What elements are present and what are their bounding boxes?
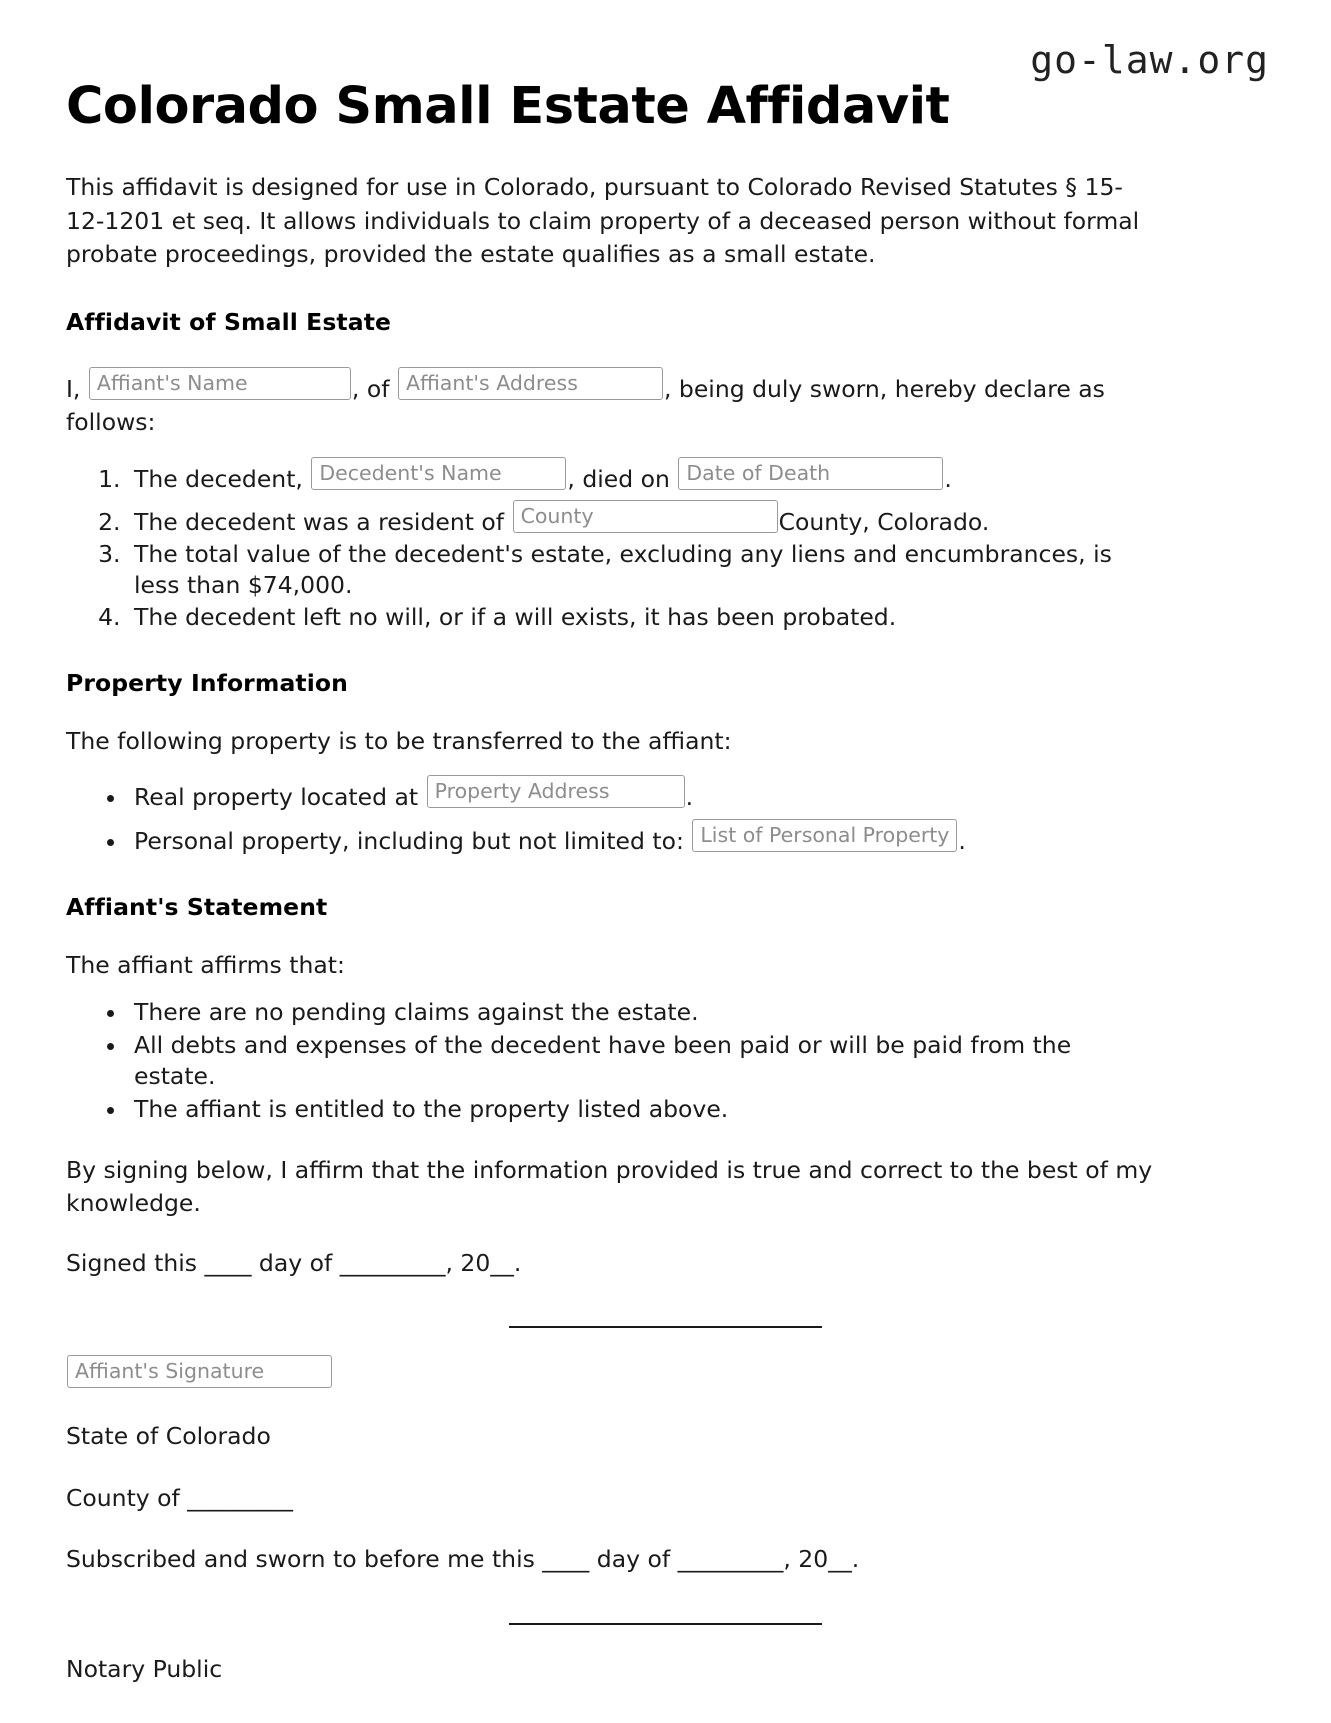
affiant-signature-field-wrap: [66, 1355, 1265, 1392]
list-item: 4. The decedent left no will, or if a will exists, it has been probated.: [128, 602, 1154, 633]
list-item: • The affiant is entitled to the property listed above.: [128, 1094, 1154, 1125]
list-item: 3. The total value of the decedent's estate, excluding any liens and encumbrances, is less than $74,000.: [128, 539, 1154, 600]
item1-suffix-text: .: [944, 465, 952, 494]
item1-mid-text: , died on: [567, 465, 670, 494]
affidavit-lead-paragraph: [66, 364, 1176, 440]
site-watermark: go-law.org: [1030, 38, 1269, 82]
list-item: • There are no pending claims against the estate.: [128, 997, 1154, 1028]
personal-property-input[interactable]: List of Personal Property: [692, 819, 957, 852]
subscribed-sworn-line: Subscribed and sworn to before me this ____ day of _________, 20__.: [66, 1545, 860, 1574]
section-heading-statement: Affiant's Statement: [66, 892, 328, 921]
lead-prefix-text: I,: [66, 374, 81, 403]
notary-signature-rule: [509, 1623, 822, 1625]
county-input[interactable]: County: [513, 500, 778, 533]
item2-suffix-text: County, Colorado.: [778, 507, 990, 536]
affidavit-declaration-list: [66, 454, 1265, 633]
list-item: [128, 497, 1154, 538]
bullet2-prefix-text: Personal property, including but not limited to:: [134, 826, 684, 855]
item1-prefix-text: The decedent,: [134, 465, 303, 494]
bullet1-prefix-text: Real property located at: [134, 783, 419, 812]
statement-intro-text: The affiant affirms that:: [66, 950, 345, 979]
property-intro-text: The following property is to be transferred to the affiant:: [66, 726, 732, 755]
affiant-name-input[interactable]: Affiant's Name: [89, 367, 351, 400]
bullet2-suffix-text: .: [958, 826, 966, 855]
list-item: [128, 772, 1154, 813]
intro-paragraph: This affidavit is designed for use in Colorado, pursuant to Colorado Revised Statutes § 15-12-1201 et seq. It allows individuals to claim property of a deceased person without formal probate proceedings, provided the estate qualifies as a small estate.: [66, 173, 1140, 269]
statement-bullet-list: [66, 997, 1265, 1126]
page-title: Colorado Small Estate Affidavit: [66, 77, 950, 136]
date-of-death-input[interactable]: Date of Death: [678, 457, 943, 490]
bullet1-suffix-text: .: [685, 783, 694, 812]
section-heading-affidavit: Affidavit of Small Estate: [66, 307, 392, 336]
county-line: County of _________: [66, 1483, 294, 1512]
list-item: [128, 816, 1154, 857]
affiant-address-input[interactable]: Affiant's Address: [398, 367, 663, 400]
affiant-signature-input[interactable]: Affiant's Signature: [67, 1355, 332, 1388]
section-heading-property: Property Information: [66, 668, 348, 697]
signed-date-line: Signed this ____ day of _________, 20__.: [66, 1248, 522, 1277]
notary-public-label: Notary Public: [66, 1655, 223, 1684]
lead-mid-text: , of: [351, 374, 390, 403]
property-address-input[interactable]: Property Address: [427, 775, 685, 808]
property-bullet-list: [66, 772, 1265, 857]
item2-prefix-text: The decedent was a resident of: [134, 507, 505, 536]
state-line: State of Colorado: [66, 1422, 271, 1451]
list-item: • All debts and expenses of the decedent have been paid or will be paid from the estate.: [128, 1030, 1154, 1093]
lead-suffix-text: , being duly sworn, hereby declare as follows:: [66, 374, 1105, 437]
list-item: [128, 454, 1154, 495]
affirmation-paragraph: By signing below, I affirm that the information provided is true and correct to the best of my knowledge.: [66, 1155, 1153, 1218]
decedent-name-input[interactable]: Decedent's Name: [311, 457, 566, 490]
affiant-signature-rule: [509, 1326, 822, 1328]
